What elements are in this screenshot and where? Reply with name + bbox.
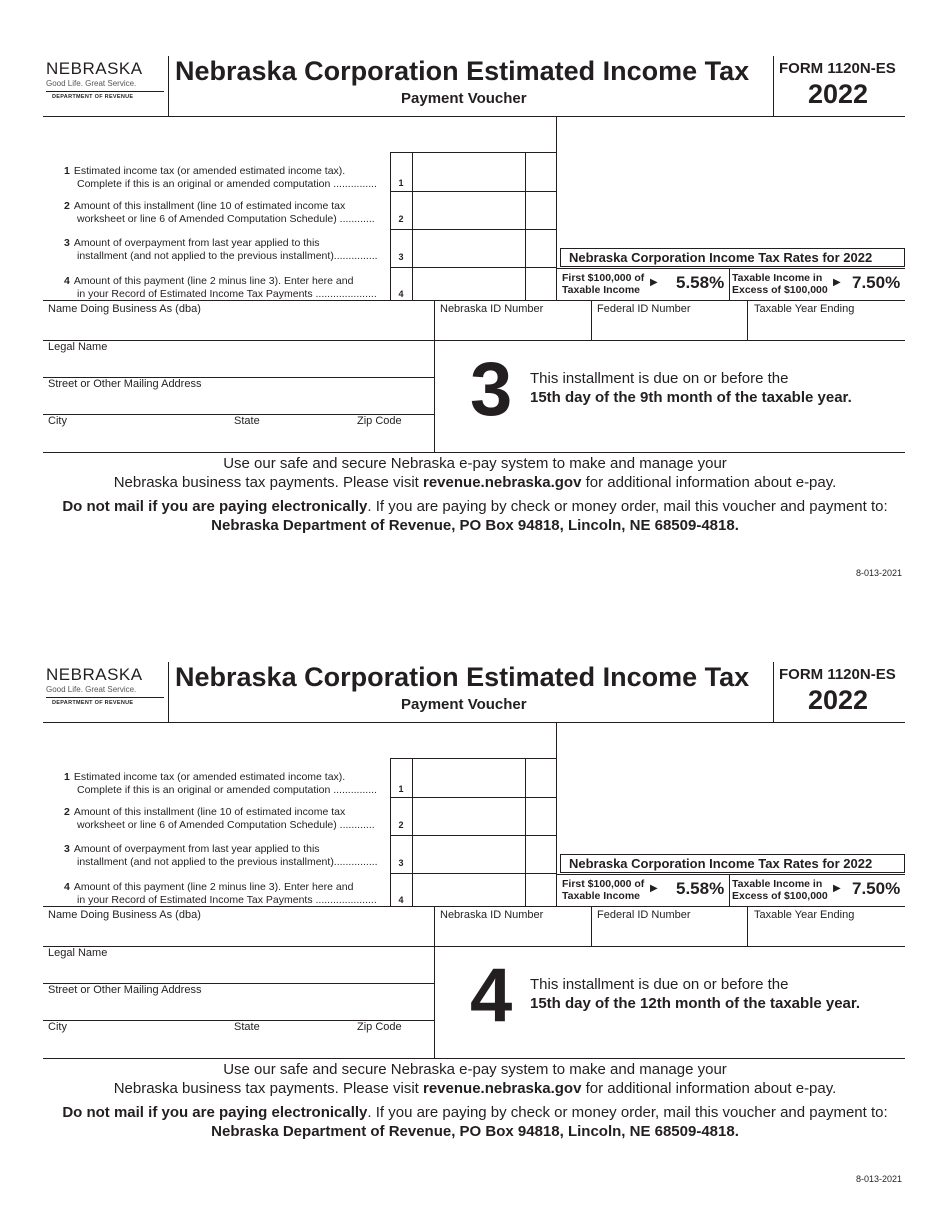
line-3-number: 3 xyxy=(398,858,404,868)
installment-number: 3 xyxy=(470,347,513,432)
mailing-address: Nebraska Department of Revenue, PO Box 94818, Lincoln, NE 68509-4818. xyxy=(211,517,739,534)
nebraska-logo xyxy=(46,59,164,100)
city-label: City xyxy=(48,1021,67,1033)
line-3-amount-field[interactable] xyxy=(413,230,525,266)
line-2-description: 2 Amount of this installment (line 10 of estimated income tax worksheet or line 6 of Amended Computation Schedule) ............ xyxy=(64,200,375,225)
logo-tagline: Good Life. Great Service. xyxy=(46,685,137,694)
form-year: 2022 xyxy=(808,79,869,109)
dba-label: Name Doing Business As (dba) xyxy=(48,303,201,315)
form-year: 2022 xyxy=(808,685,869,715)
logo-tagline: Good Life. Great Service. xyxy=(46,79,137,88)
dba-field[interactable] xyxy=(44,316,433,338)
logo-wordmark: NEBRASKA xyxy=(46,59,143,78)
nebraska-id-field[interactable] xyxy=(435,316,590,338)
street-address-field[interactable] xyxy=(44,997,433,1019)
mailing-address: Nebraska Department of Revenue, PO Box 94818, Lincoln, NE 68509-4818. xyxy=(211,1123,739,1140)
street-address-label: Street or Other Mailing Address xyxy=(48,984,202,996)
line-4-description: 4 Amount of this payment (line 2 minus line 3). Enter here and in your Record of Estimated Income Tax Payments ..................... xyxy=(64,275,377,300)
form-title: Nebraska Corporation Estimated Income Tax xyxy=(175,662,750,692)
epay-notice: Use our safe and secure Nebraska e-pay system to make and manage your Nebraska business tax payments. Please visit revenue.nebraska.gov for additional information about e-pay. xyxy=(113,455,837,491)
line-3-description: 3 Amount of overpayment from last year applied to this installment (and not applied to the previous installment)............... xyxy=(64,843,378,868)
excess-bracket-rate: 7.50% xyxy=(852,879,901,898)
line-2-number: 2 xyxy=(398,214,404,224)
due-date-line-2: 15th day of the 12th month of the taxable year. xyxy=(530,995,861,1012)
state-field[interactable] xyxy=(230,428,350,450)
revision-code: 8-013-2021 xyxy=(856,568,903,578)
form-title: Nebraska Corporation Estimated Income Tax xyxy=(175,56,750,86)
city-label: City xyxy=(48,415,67,427)
right-arrow-icon: ▶ xyxy=(833,277,841,288)
line-2-description: 2 Amount of this installment (line 10 of estimated income tax worksheet or line 6 of Amended Computation Schedule) ............ xyxy=(64,806,375,831)
state-field[interactable] xyxy=(230,1034,350,1056)
state-label: State xyxy=(234,1021,260,1033)
zip-code-label: Zip Code xyxy=(357,1021,402,1033)
epay-notice: Use our safe and secure Nebraska e-pay system to make and manage your Nebraska business tax payments. Please visit revenue.nebraska.gov for additional information about e-pay. xyxy=(113,1061,837,1097)
payment-voucher xyxy=(0,0,950,578)
zip-code-label: Zip Code xyxy=(357,415,402,427)
dba-label: Name Doing Business As (dba) xyxy=(48,909,201,921)
street-address-field[interactable] xyxy=(44,391,433,413)
tax-rates-title: Nebraska Corporation Income Tax Rates for 2022 xyxy=(569,856,873,871)
line-3-number: 3 xyxy=(398,252,404,262)
tax-year-ending-label: Taxable Year Ending xyxy=(754,909,855,921)
line-4-number: 4 xyxy=(398,895,404,905)
line-1-amount-field[interactable] xyxy=(413,153,525,190)
epay-link[interactable]: revenue.nebraska.gov xyxy=(423,474,582,491)
form-subtitle: Payment Voucher xyxy=(401,696,527,713)
due-date-line-1: This installment is due on or before the xyxy=(530,370,789,387)
line-1-number: 1 xyxy=(398,784,404,794)
line-1-number: 1 xyxy=(398,178,404,188)
line-1-description: 1 Estimated income tax (or amended estimated income tax). Complete if this is an original or amended computation ............... xyxy=(64,771,377,796)
first-bracket-rate: 5.58% xyxy=(676,273,725,292)
federal-id-label: Federal ID Number xyxy=(597,909,691,921)
tax-rates-title: Nebraska Corporation Income Tax Rates for 2022 xyxy=(569,250,873,265)
legal-name-label: Legal Name xyxy=(48,947,108,959)
form-subtitle: Payment Voucher xyxy=(401,90,527,107)
nebraska-id-field[interactable] xyxy=(435,922,590,944)
right-arrow-icon: ▶ xyxy=(650,277,658,288)
mailing-notice: Do not mail if you are paying electronically. If you are paying by check or money order, mail this voucher and payment to: Nebraska Department of Revenue, PO Box 94818, Lincoln, NE 68509-4818. xyxy=(62,1104,888,1140)
due-date-line-1: This installment is due on or before the xyxy=(530,976,789,993)
tax-year-ending-field[interactable] xyxy=(748,922,904,944)
city-field[interactable] xyxy=(44,428,224,450)
excess-bracket-rate: 7.50% xyxy=(852,273,901,292)
first-bracket-rate: 5.58% xyxy=(676,879,725,898)
line-2-number: 2 xyxy=(398,820,404,830)
nebraska-id-label: Nebraska ID Number xyxy=(440,303,544,315)
installment-number: 4 xyxy=(470,953,513,1038)
epay-link[interactable]: revenue.nebraska.gov xyxy=(423,1080,582,1097)
logo-department: DEPARTMENT OF REVENUE xyxy=(52,94,134,100)
logo-wordmark: NEBRASKA xyxy=(46,665,143,684)
tax-year-ending-label: Taxable Year Ending xyxy=(754,303,855,315)
line-2-amount-field[interactable] xyxy=(413,192,525,228)
line-1-description: 1 Estimated income tax (or amended estimated income tax). Complete if this is an original or amended computation ............... xyxy=(64,165,377,190)
line-2-amount-field[interactable] xyxy=(413,798,525,834)
federal-id-label: Federal ID Number xyxy=(597,303,691,315)
tax-rates-title-box xyxy=(560,248,905,267)
city-field[interactable] xyxy=(44,1034,224,1056)
state-label: State xyxy=(234,415,260,427)
line-1-amount-field[interactable] xyxy=(413,759,525,796)
payment-voucher xyxy=(0,606,950,1184)
line-4-number: 4 xyxy=(398,289,404,299)
federal-id-field[interactable] xyxy=(592,922,746,944)
legal-name-field[interactable] xyxy=(44,354,433,376)
due-date-line-2: 15th day of the 9th month of the taxable year. xyxy=(530,389,852,406)
first-bracket-label: First $100,000 of Taxable Income xyxy=(562,272,645,296)
logo-department: DEPARTMENT OF REVENUE xyxy=(52,700,134,706)
tax-year-ending-field[interactable] xyxy=(748,316,904,338)
line-4-description: 4 Amount of this payment (line 2 minus line 3). Enter here and in your Record of Estimated Income Tax Payments ..................... xyxy=(64,881,377,906)
revision-code: 8-013-2021 xyxy=(856,1174,903,1184)
excess-bracket-label: Taxable Income in Excess of $100,000 xyxy=(732,878,828,902)
street-address-label: Street or Other Mailing Address xyxy=(48,378,202,390)
first-bracket-label: First $100,000 of Taxable Income xyxy=(562,878,645,902)
dba-field[interactable] xyxy=(44,922,433,944)
mailing-notice: Do not mail if you are paying electronically. If you are paying by check or money order, mail this voucher and payment to: Nebraska Department of Revenue, PO Box 94818, Lincoln, NE 68509-4818. xyxy=(62,498,888,534)
line-4-amount-field[interactable] xyxy=(413,874,525,906)
right-arrow-icon: ▶ xyxy=(650,883,658,894)
tax-rates-title-box xyxy=(560,854,905,873)
excess-bracket-label: Taxable Income in Excess of $100,000 xyxy=(732,272,828,296)
line-3-description: 3 Amount of overpayment from last year applied to this installment (and not applied to the previous installment)............... xyxy=(64,237,378,262)
right-arrow-icon: ▶ xyxy=(833,883,841,894)
form-number: FORM 1120N-ES xyxy=(779,666,896,683)
nebraska-id-label: Nebraska ID Number xyxy=(440,909,544,921)
zip-code-field[interactable] xyxy=(354,428,432,450)
legal-name-field[interactable] xyxy=(44,960,433,982)
federal-id-field[interactable] xyxy=(592,316,746,338)
zip-code-field[interactable] xyxy=(354,1034,432,1056)
line-4-amount-field[interactable] xyxy=(413,268,525,300)
line-3-amount-field[interactable] xyxy=(413,836,525,872)
legal-name-label: Legal Name xyxy=(48,341,108,353)
nebraska-logo xyxy=(46,665,164,706)
form-number: FORM 1120N-ES xyxy=(779,60,896,77)
